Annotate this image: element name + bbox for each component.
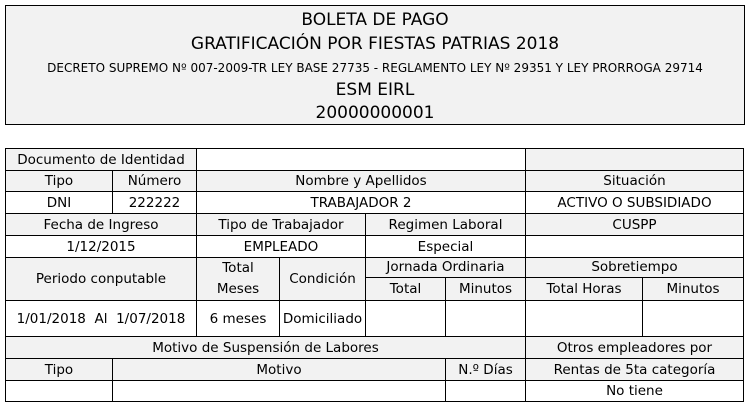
label-jornada: Jornada Ordinaria (366, 258, 526, 278)
value-sobre-minutos (643, 301, 744, 337)
company-name: ESM EIRL (335, 80, 415, 100)
value-jornada-minutos (446, 301, 526, 337)
value-total-meses: 6 meses (197, 301, 280, 337)
label-otros-2: Rentas de 5ta categoría (526, 359, 744, 381)
label-cuspp: CUSPP (526, 214, 744, 236)
label-sobretiempo: Sobretiempo (526, 258, 744, 278)
label-sobre-minutos: Minutos (643, 277, 744, 300)
label-fecha-ingreso: Fecha de Ingreso (6, 214, 197, 236)
value-nombre: TRABAJADOR 2 (197, 192, 526, 214)
label-regimen: Regimen Laboral (366, 214, 526, 236)
value-susp-motivo (113, 381, 446, 402)
value-fecha-ingreso: 1/12/2015 (6, 236, 197, 258)
decree-text: DECRETO SUPREMO Nº 007-2009-TR LEY BASE 27735 - REGLAMENTO LEY Nº 29351 Y LEY PRORROGA 29714 (47, 61, 703, 75)
label-situacion: Situación (526, 171, 744, 192)
label-susp-dias: N.º Días (446, 359, 526, 381)
value-jornada-total (366, 301, 446, 337)
value-susp-dias (446, 381, 526, 402)
label-total-meses-line2: Meses (216, 281, 260, 297)
value-cuspp (526, 236, 744, 258)
spacer-situacion (526, 149, 744, 171)
value-doc-numero: 222222 (113, 192, 197, 214)
boleta-header (5, 5, 745, 125)
label-motivo-suspension: Motivo de Suspensión de Labores (6, 337, 526, 359)
label-otros-1: Otros empleadores por (526, 337, 744, 359)
boleta-table (5, 148, 744, 402)
boleta-title: BOLETA DE PAGO (301, 10, 449, 30)
label-documento: Documento de Identidad (6, 149, 197, 171)
periodo-al: Al (94, 310, 108, 327)
label-periodo: Periodo conputable (6, 258, 197, 301)
value-situacion: ACTIVO O SUBSIDIADO (526, 192, 744, 214)
label-susp-motivo: Motivo (113, 359, 446, 381)
value-susp-tipo (6, 381, 113, 402)
periodo-fin: 1/07/2018 (116, 310, 186, 327)
label-susp-tipo: Tipo (6, 359, 113, 381)
label-tipo: Tipo (6, 171, 113, 192)
value-doc-tipo: DNI (6, 192, 113, 214)
periodo-inicio: 1/01/2018 (16, 310, 86, 327)
label-total-meses-line1: Total (222, 260, 254, 276)
label-jornada-minutos: Minutos (446, 277, 526, 300)
boleta-subtitle: GRATIFICACIÓN POR FIESTAS PATRIAS 2018 (190, 34, 560, 54)
label-condicion: Condición (280, 258, 366, 301)
label-total-meses (197, 258, 280, 301)
value-periodo (6, 301, 197, 337)
company-ruc: 20000000001 (315, 103, 435, 123)
value-otros: No tiene (526, 381, 744, 402)
value-condicion: Domiciliado (280, 301, 366, 337)
label-jornada-total: Total (366, 277, 446, 300)
label-total-horas: Total Horas (526, 277, 643, 300)
label-tipo-trabajador: Tipo de Trabajador (197, 214, 366, 236)
label-numero: Número (113, 171, 197, 192)
value-tipo-trabajador: EMPLEADO (197, 236, 366, 258)
spacer-cell (197, 149, 526, 171)
label-nombre: Nombre y Apellidos (197, 171, 526, 192)
value-regimen: Especial (366, 236, 526, 258)
value-sobre-total-horas (526, 301, 643, 337)
